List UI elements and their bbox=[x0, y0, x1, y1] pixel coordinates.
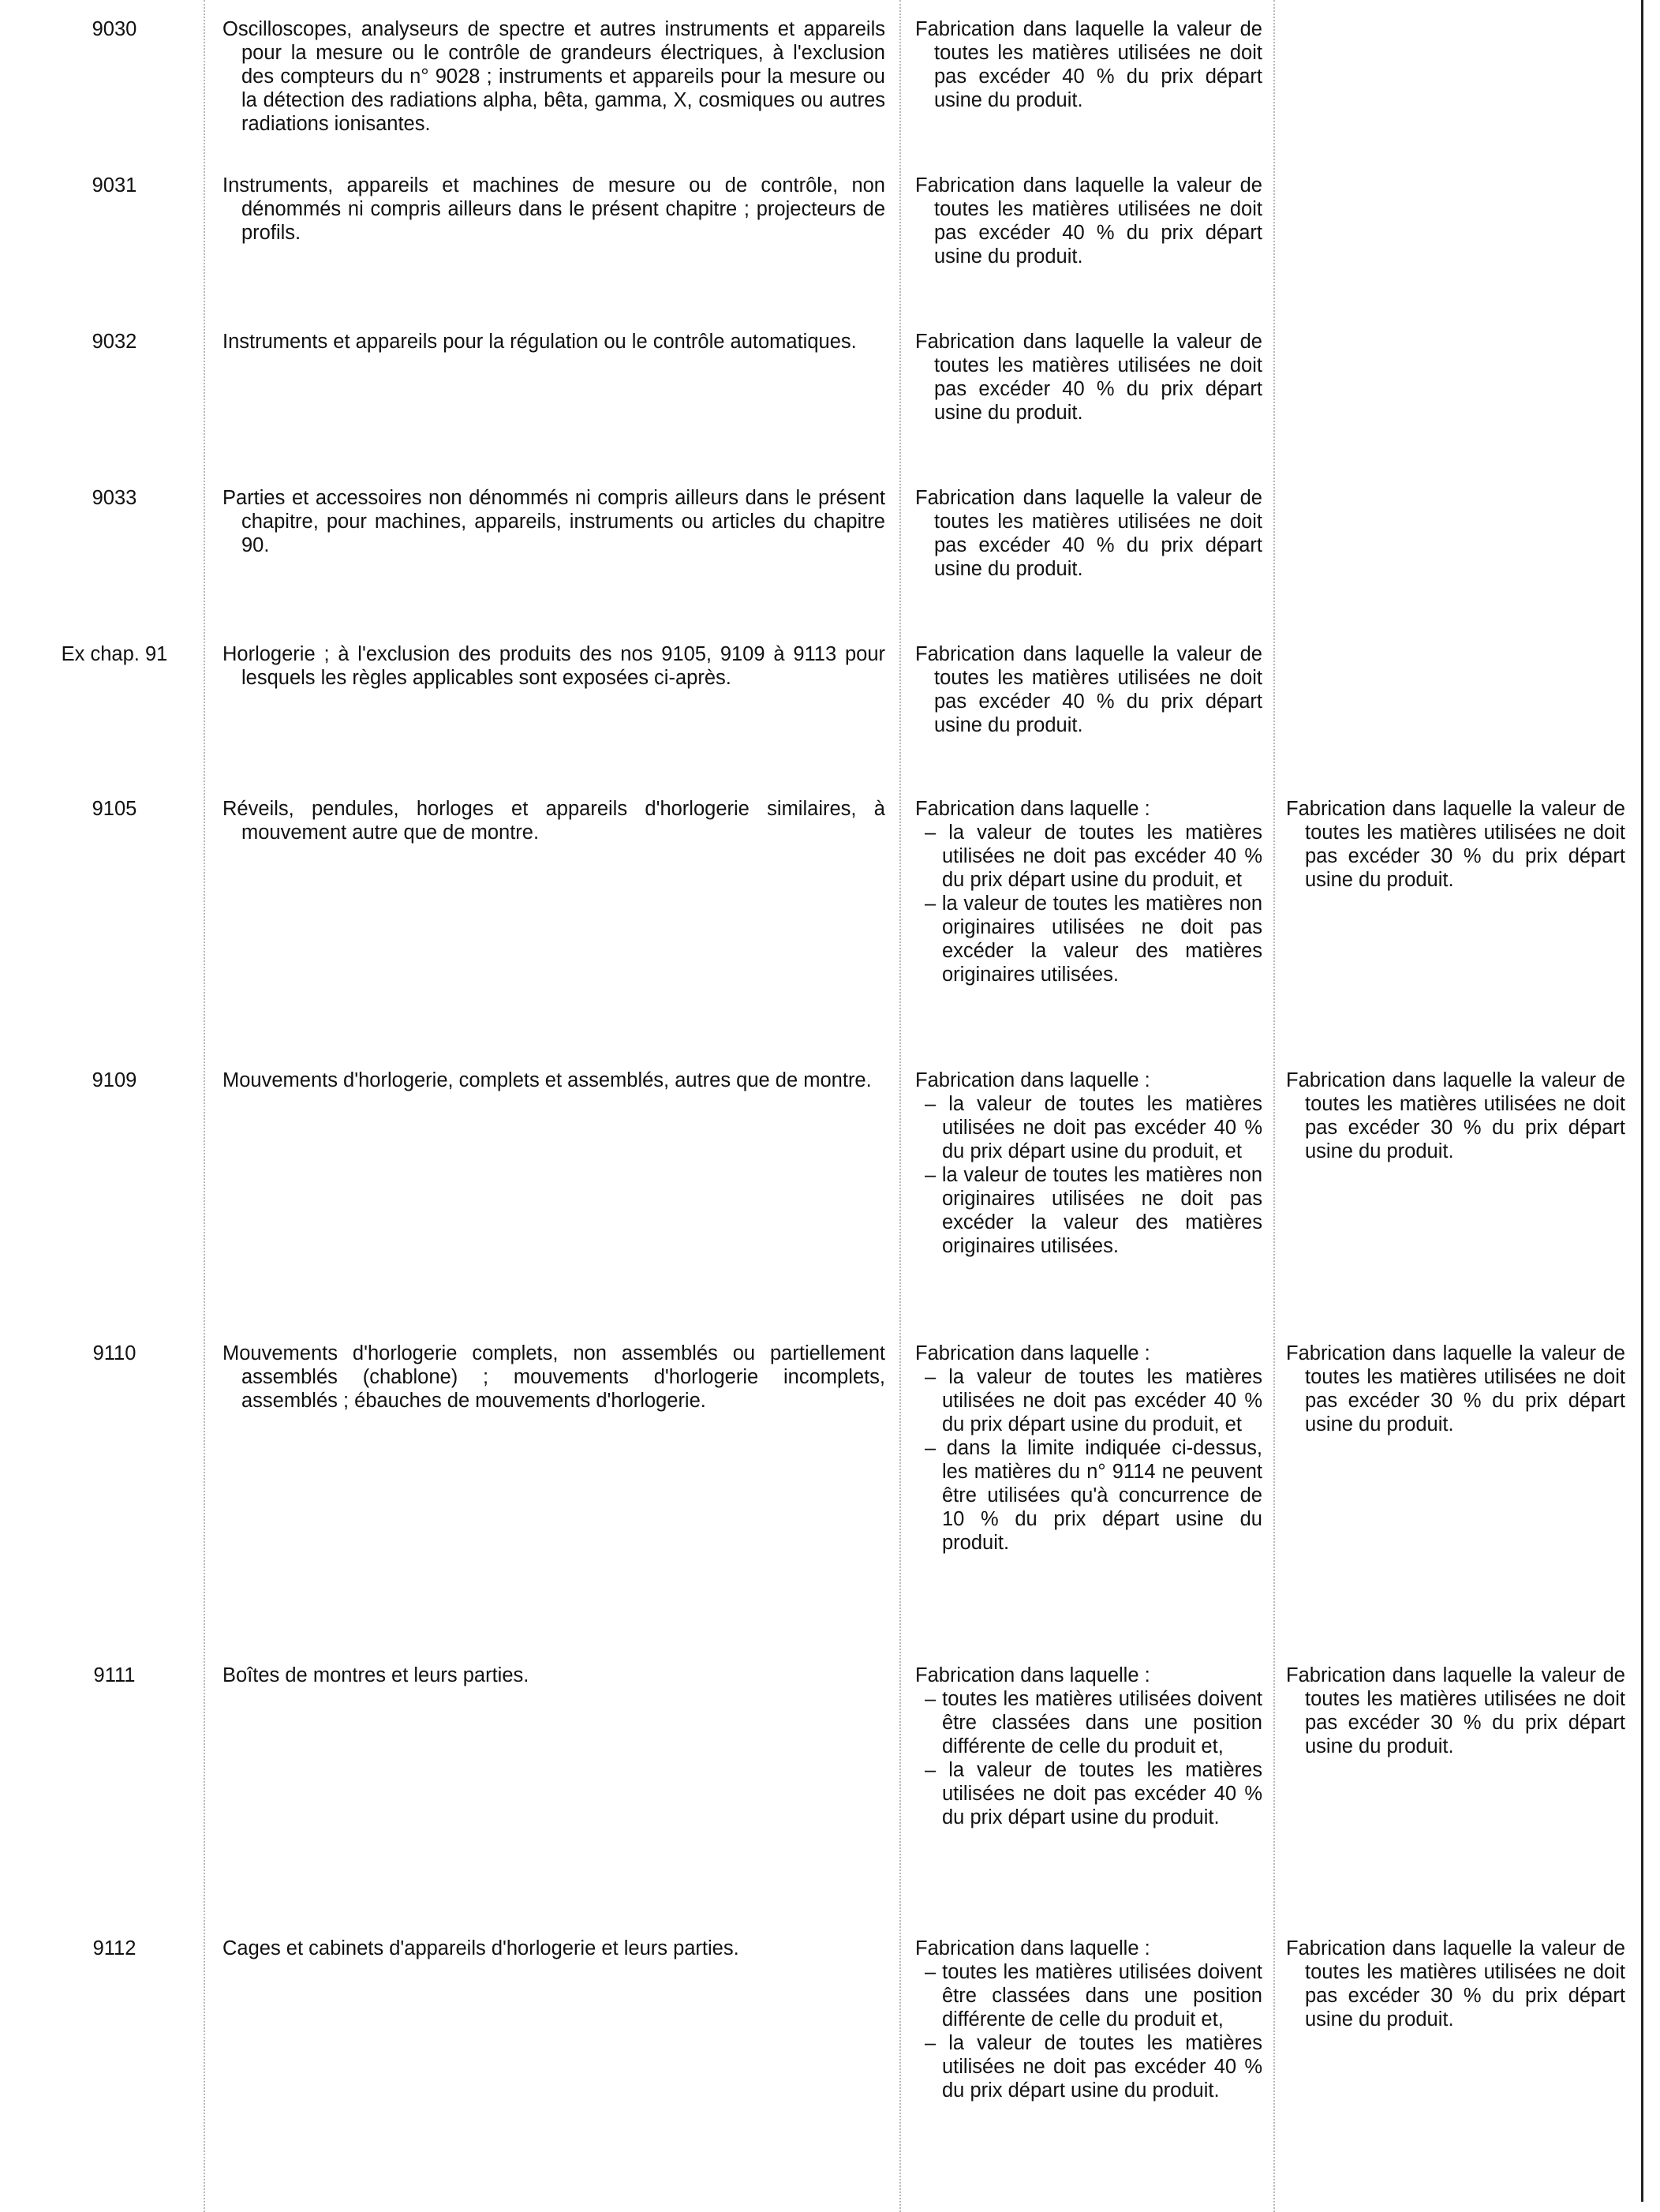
heading-code: 9112 bbox=[92, 1937, 136, 1959]
product-description: Boîtes de montres et leurs parties. bbox=[222, 1664, 529, 1686]
working-rule: Fabrication dans laquelle la valeur de toutes les matières utilisées ne doit pas excéder 40 % du prix départ usine du produit. bbox=[915, 331, 1262, 424]
working-rule bbox=[915, 797, 1262, 986]
product-description: Cages et cabinets d'appareils d'horlogerie et leurs parties. bbox=[222, 1937, 739, 1959]
working-rule bbox=[915, 1342, 1262, 1555]
rule-intro: Fabrication dans laquelle : bbox=[915, 798, 1150, 820]
working-rule bbox=[915, 1069, 1262, 1258]
product-description: Instruments et appareils pour la régulation ou le contrôle automatiques. bbox=[222, 331, 857, 353]
heading-code: 9033 bbox=[92, 487, 137, 509]
column-divider-3 bbox=[1273, 0, 1275, 2212]
product-description: Oscilloscopes, analyseurs de spectre et autres instruments et appareils pour la mesure ou le contrôle de grandeurs électriques, à l'exclusion des compteurs du n° 9028 ; instruments et appareils pour la mesure ou la détection des radiations alpha, bêta, gamma, X, cosmiques ou autres radiations ionisantes. bbox=[222, 18, 885, 135]
alternative-rule: Fabrication dans laquelle la valeur de toutes les matières utilisées ne doit pas excéder 30 % du prix départ usine du produit. bbox=[1286, 1664, 1625, 1757]
rule-intro: Fabrication dans laquelle : bbox=[915, 1069, 1150, 1091]
rule-item: – la valeur de toutes les matières utilisées ne doit pas excéder 40 % du prix départ usine du produit. bbox=[925, 1759, 1262, 1828]
rule-item: – toutes les matières utilisées doivent être classées dans une position différente de celle du produit et, bbox=[925, 1688, 1262, 1757]
rule-item: – toutes les matières utilisées doivent être classées dans une position différente de celle du produit et, bbox=[925, 1961, 1262, 2030]
heading-code: 9111 bbox=[93, 1664, 136, 1686]
alternative-rule: Fabrication dans laquelle la valeur de toutes les matières utilisées ne doit pas excéder 30 % du prix départ usine du produit. bbox=[1286, 1342, 1625, 1435]
heading-code: 9032 bbox=[92, 331, 137, 353]
alternative-rule: Fabrication dans laquelle la valeur de toutes les matières utilisées ne doit pas excéder 30 % du prix départ usine du produit. bbox=[1286, 1069, 1625, 1162]
working-rule bbox=[915, 1664, 1262, 1829]
rule-item: – dans la limite indiquée ci-dessus, les matières du n° 9114 ne peuvent être utilisées qu'à concurrence de 10 % du prix départ usine du produit. bbox=[925, 1437, 1262, 1554]
working-rule: Fabrication dans laquelle la valeur de toutes les matières utilisées ne doit pas excéder 40 % du prix départ usine du produit. bbox=[915, 643, 1262, 736]
rule-item: – la valeur de toutes les matières utilisées ne doit pas excéder 40 % du prix départ usine du produit, et bbox=[925, 822, 1262, 891]
alternative-rule: Fabrication dans laquelle la valeur de toutes les matières utilisées ne doit pas excéder 30 % du prix départ usine du produit. bbox=[1286, 798, 1625, 891]
rule-intro: Fabrication dans laquelle : bbox=[915, 1937, 1150, 1959]
heading-code: 9031 bbox=[92, 174, 137, 196]
product-description: Horlogerie ; à l'exclusion des produits des nos 9105, 9109 à 9113 pour lesquels les règles applicables sont exposées ci-après. bbox=[222, 643, 885, 689]
heading-code: Ex chap. 91 bbox=[61, 643, 168, 665]
column-divider-1 bbox=[204, 0, 205, 2212]
rule-item: – la valeur de toutes les matières utilisées ne doit pas excéder 40 % du prix départ usine du produit. bbox=[925, 2032, 1262, 2102]
working-rule: Fabrication dans laquelle la valeur de toutes les matières utilisées ne doit pas excéder 40 % du prix départ usine du produit. bbox=[915, 18, 1262, 111]
working-rule: Fabrication dans laquelle la valeur de toutes les matières utilisées ne doit pas excéder 40 % du prix départ usine du produit. bbox=[915, 487, 1262, 580]
product-description: Instruments, appareils et machines de mesure ou de contrôle, non dénommés ni compris ailleurs dans le présent chapitre ; projecteurs de profils. bbox=[222, 174, 885, 244]
alternative-rule: Fabrication dans laquelle la valeur de toutes les matières utilisées ne doit pas excéder 30 % du prix départ usine du produit. bbox=[1286, 1937, 1625, 2030]
rule-intro: Fabrication dans laquelle : bbox=[915, 1664, 1150, 1686]
product-description: Mouvements d'horlogerie, complets et assemblés, autres que de montre. bbox=[222, 1069, 872, 1091]
table-right-border bbox=[1641, 0, 1643, 2202]
product-description: Mouvements d'horlogerie complets, non assemblés ou partiellement assemblés (chablone) ; mouvements d'horlogerie incomplets, assemblés ; ébauches de mouvements d'horlogerie. bbox=[222, 1342, 885, 1412]
product-description: Parties et accessoires non dénommés ni compris ailleurs dans le présent chapitre, pour machines, appareils, instruments ou articles du chapitre 90. bbox=[222, 487, 885, 556]
working-rule: Fabrication dans laquelle la valeur de toutes les matières utilisées ne doit pas excéder 40 % du prix départ usine du produit. bbox=[915, 174, 1262, 268]
rule-intro: Fabrication dans laquelle : bbox=[915, 1342, 1150, 1364]
rule-item: – la valeur de toutes les matières non originaires utilisées ne doit pas excéder la valeur des matières originaires utilisées. bbox=[925, 893, 1262, 986]
heading-code: 9110 bbox=[92, 1342, 136, 1364]
product-description: Réveils, pendules, horloges et appareils d'horlogerie similaires, à mouvement autre que de montre. bbox=[222, 798, 885, 844]
heading-code: 9109 bbox=[92, 1069, 137, 1091]
rule-item: – la valeur de toutes les matières non originaires utilisées ne doit pas excéder la valeur des matières originaires utilisées. bbox=[925, 1164, 1262, 1257]
rule-item: – la valeur de toutes les matières utilisées ne doit pas excéder 40 % du prix départ usine du produit, et bbox=[925, 1093, 1262, 1162]
working-rule bbox=[915, 1937, 1262, 2102]
column-divider-2 bbox=[899, 0, 901, 2212]
rule-item: – la valeur de toutes les matières utilisées ne doit pas excéder 40 % du prix départ usine du produit, et bbox=[925, 1366, 1262, 1435]
heading-code: 9030 bbox=[92, 18, 137, 40]
heading-code: 9105 bbox=[92, 798, 137, 820]
